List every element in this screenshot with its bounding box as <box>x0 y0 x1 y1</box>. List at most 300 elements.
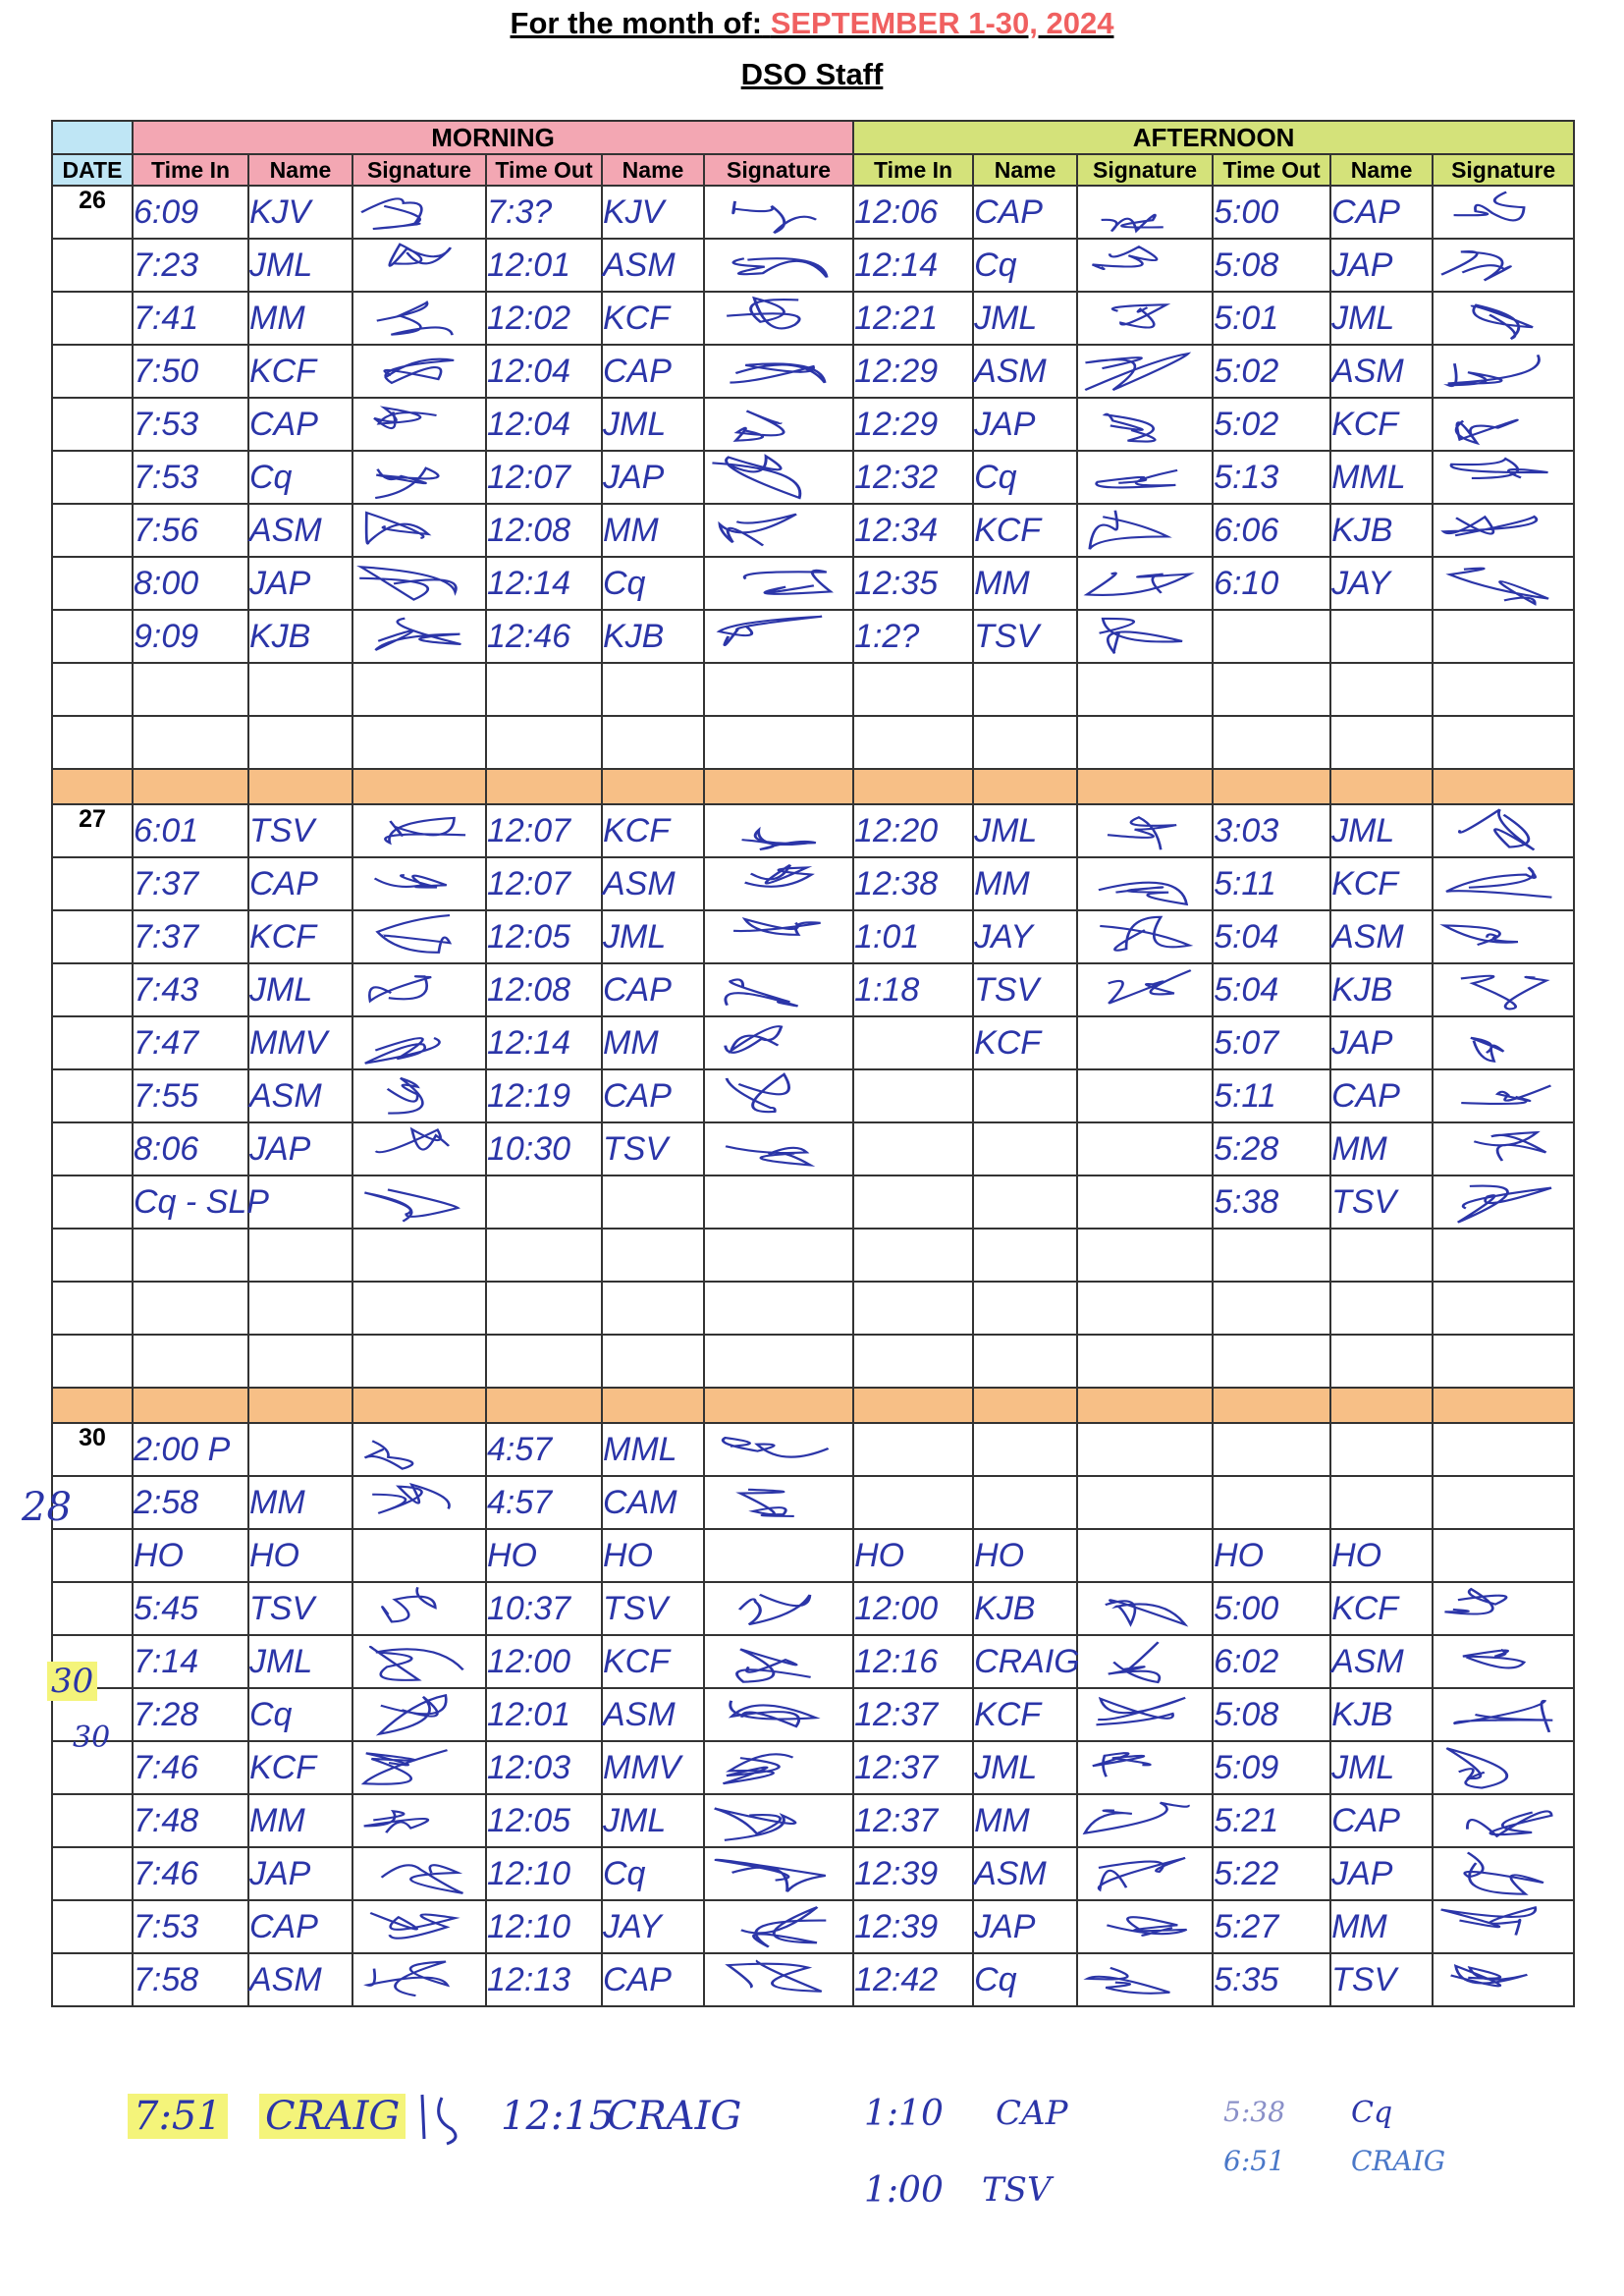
name-cell: JAY <box>1330 557 1433 610</box>
signature-scribble <box>1078 966 1198 1013</box>
signature-cell <box>352 1635 486 1688</box>
time-cell: 7:55 <box>133 1069 248 1122</box>
name-cell: KCF <box>1330 857 1433 910</box>
extra-morning-out-name: CRAIG <box>607 2094 742 2139</box>
name-cell <box>602 1229 704 1282</box>
signature-cell <box>704 1423 853 1476</box>
date-cell <box>52 292 133 345</box>
signature-cell <box>704 1335 853 1388</box>
signature-cell <box>1077 910 1213 963</box>
name-cell: KCF <box>973 1016 1077 1069</box>
name-cell: Cq <box>973 1953 1077 2006</box>
time-cell <box>1213 1229 1330 1282</box>
signature-scribble <box>705 1903 838 1950</box>
date-cell <box>52 1069 133 1122</box>
signature-cell <box>352 292 486 345</box>
time-cell <box>486 663 602 716</box>
signature-cell <box>352 1069 486 1122</box>
table-row <box>52 1016 1574 1069</box>
name-cell: JML <box>602 1794 704 1847</box>
time-cell: 5:08 <box>1213 239 1330 292</box>
signature-scribble <box>1434 1585 1559 1632</box>
name-cell <box>1330 1423 1433 1476</box>
col-header-morning-in-signature: Signature <box>352 154 486 186</box>
signature-cell <box>1077 1953 1213 2006</box>
table-row <box>52 1229 1574 1282</box>
signature-cell <box>1077 504 1213 557</box>
name-cell: JAP <box>248 1847 352 1900</box>
signature-scribble <box>705 1797 838 1844</box>
signature-scribble <box>705 1072 838 1120</box>
signature-scribble <box>1434 807 1559 854</box>
time-cell: 12:02 <box>486 292 602 345</box>
signature-scribble <box>353 1479 472 1526</box>
time-cell: 6:01 <box>133 804 248 857</box>
signature-cell <box>704 292 853 345</box>
signature-cell <box>704 804 853 857</box>
name-cell: JML <box>248 963 352 1016</box>
table-row <box>52 1635 1574 1688</box>
name-cell <box>1330 663 1433 716</box>
signature-cell <box>352 1847 486 1900</box>
time-cell: 10:37 <box>486 1582 602 1635</box>
signature-scribble <box>1078 860 1198 907</box>
time-cell: 12:05 <box>486 910 602 963</box>
signature-scribble <box>1434 189 1559 236</box>
date-cell <box>52 857 133 910</box>
signature-cell <box>1433 292 1574 345</box>
signature-scribble <box>1078 1638 1198 1685</box>
signature-cell <box>704 1794 853 1847</box>
signature-cell <box>1077 1069 1213 1122</box>
signature-cell <box>352 663 486 716</box>
time-cell: 6:10 <box>1213 557 1330 610</box>
name-cell: ASM <box>973 1847 1077 1900</box>
separator-cell <box>973 769 1077 804</box>
signature-cell <box>1077 716 1213 769</box>
time-cell: 12:10 <box>486 1847 602 1900</box>
date-cell <box>52 451 133 504</box>
time-cell: 5:22 <box>1213 1847 1330 1900</box>
signature-scribble <box>705 1956 838 2003</box>
time-cell: 7:56 <box>133 504 248 557</box>
time-cell: 7:53 <box>133 1900 248 1953</box>
signature-scribble <box>353 1797 472 1844</box>
signature-scribble <box>1078 1744 1198 1791</box>
name-cell: Cq <box>248 451 352 504</box>
separator-cell <box>602 1388 704 1423</box>
name-cell: CAP <box>602 1069 704 1122</box>
signature-cell <box>1077 1741 1213 1794</box>
table-row <box>52 910 1574 963</box>
time-cell: 5:01 <box>1213 292 1330 345</box>
signature-cell <box>1077 1847 1213 1900</box>
name-cell: JML <box>1330 804 1433 857</box>
separator-cell <box>52 769 133 804</box>
extra-morning-in: 7:51 <box>128 2094 228 2139</box>
signature-scribble <box>1078 807 1198 854</box>
signature-scribble <box>1078 295 1198 342</box>
time-cell: 8:06 <box>133 1122 248 1175</box>
signature-cell <box>704 663 853 716</box>
name-cell: CAP <box>248 1900 352 1953</box>
date-cell <box>52 1335 133 1388</box>
signature-cell <box>1433 1476 1574 1529</box>
signature-scribble <box>1078 1691 1198 1738</box>
signature-cell <box>1077 1122 1213 1175</box>
name-cell: KCF <box>248 1741 352 1794</box>
name-cell: CRAIG <box>973 1635 1077 1688</box>
name-cell: KCF <box>1330 398 1433 451</box>
signature-scribble <box>1434 454 1559 501</box>
signature-cell <box>352 610 486 663</box>
signature-scribble <box>1434 1019 1559 1066</box>
name-cell <box>973 1476 1077 1529</box>
time-cell <box>853 663 973 716</box>
name-cell: JAP <box>973 1900 1077 1953</box>
name-cell: ASM <box>602 239 704 292</box>
table-row <box>52 1688 1574 1741</box>
time-cell: 12:37 <box>853 1794 973 1847</box>
time-cell: HO <box>853 1529 973 1582</box>
name-cell <box>973 1282 1077 1335</box>
signature-scribble <box>1434 401 1559 448</box>
name-cell: KJV <box>248 186 352 239</box>
time-cell: Cq - SLP <box>133 1175 248 1229</box>
name-cell: MM <box>602 1016 704 1069</box>
separator-cell <box>973 1388 1077 1423</box>
table-row <box>52 663 1574 716</box>
signature-scribble <box>353 1072 472 1120</box>
signature-cell <box>1077 1529 1213 1582</box>
time-cell: 5:11 <box>1213 1069 1330 1122</box>
time-cell <box>853 1016 973 1069</box>
time-cell: 5:07 <box>1213 1016 1330 1069</box>
time-cell <box>853 1476 973 1529</box>
signature-cell <box>1077 663 1213 716</box>
name-cell: CAP <box>1330 1794 1433 1847</box>
name-cell <box>602 1282 704 1335</box>
name-cell: KJV <box>602 186 704 239</box>
name-cell: JAP <box>602 451 704 504</box>
separator-cell <box>1213 1388 1330 1423</box>
date-cell <box>52 1582 133 1635</box>
extra-afternoon-in: 1:10 <box>864 2094 944 2134</box>
date-cell: 27 <box>52 804 133 857</box>
name-cell: KCF <box>248 345 352 398</box>
name-cell: MM <box>248 292 352 345</box>
name-cell: JML <box>248 239 352 292</box>
time-cell: 5:28 <box>1213 1122 1330 1175</box>
name-cell <box>248 716 352 769</box>
name-cell: MML <box>602 1423 704 1476</box>
signature-scribble <box>1434 1744 1559 1791</box>
signature-cell <box>704 1741 853 1794</box>
separator-cell <box>704 1388 853 1423</box>
time-cell: 5:04 <box>1213 963 1330 1016</box>
table-row <box>52 1122 1574 1175</box>
name-cell: ASM <box>248 1953 352 2006</box>
table-row <box>52 857 1574 910</box>
col-header-afternoon-time-in: Time In <box>853 154 973 186</box>
signature-cell <box>352 1016 486 1069</box>
signature-scribble <box>705 242 838 289</box>
signature-cell <box>352 1741 486 1794</box>
date-cell <box>52 716 133 769</box>
signature-cell <box>1077 1229 1213 1282</box>
separator-cell <box>602 769 704 804</box>
time-cell <box>1213 716 1330 769</box>
extra-afternoon-in-2: 1:00 <box>864 2170 944 2211</box>
name-cell: KCF <box>602 804 704 857</box>
name-cell: TSV <box>1330 1175 1433 1229</box>
time-cell: 1:01 <box>853 910 973 963</box>
signature-cell <box>352 1175 486 1229</box>
extra-morning-signature <box>412 2090 471 2149</box>
signature-scribble <box>1078 401 1198 448</box>
signature-cell <box>1433 804 1574 857</box>
signature-scribble <box>1434 1178 1559 1226</box>
separator-cell <box>52 1388 133 1423</box>
signature-cell <box>704 1175 853 1229</box>
signature-cell <box>1433 1069 1574 1122</box>
signature-cell <box>352 910 486 963</box>
col-header-afternoon-out-name: Name <box>1330 154 1433 186</box>
signature-cell <box>1433 398 1574 451</box>
time-cell: 5:13 <box>1213 451 1330 504</box>
time-cell <box>853 1282 973 1335</box>
table-row <box>52 1476 1574 1529</box>
name-cell: JAP <box>248 1122 352 1175</box>
separator-cell <box>853 1388 973 1423</box>
time-cell: 1:2? <box>853 610 973 663</box>
name-cell: CAP <box>1330 186 1433 239</box>
signature-cell <box>352 1282 486 1335</box>
separator-cell <box>133 1388 248 1423</box>
signature-cell <box>1433 910 1574 963</box>
signature-scribble <box>705 1850 838 1897</box>
time-cell: 7:58 <box>133 1953 248 2006</box>
separator-cell <box>1077 1388 1213 1423</box>
signature-scribble <box>705 1125 838 1173</box>
time-cell: 1:18 <box>853 963 973 1016</box>
time-cell: 12:29 <box>853 345 973 398</box>
time-cell: 9:09 <box>133 610 248 663</box>
col-header-date: DATE <box>52 154 133 186</box>
col-header-afternoon-time-out: Time Out <box>1213 154 1330 186</box>
time-cell: 5:09 <box>1213 1741 1330 1794</box>
signature-cell <box>1433 1794 1574 1847</box>
col-header-afternoon-out-signature: Signature <box>1433 154 1574 186</box>
table-row <box>52 1847 1574 1900</box>
table-row <box>52 1423 1574 1476</box>
signature-cell <box>1433 239 1574 292</box>
name-cell <box>973 1423 1077 1476</box>
signature-cell <box>1077 451 1213 504</box>
table-row <box>52 186 1574 239</box>
signature-cell <box>1077 963 1213 1016</box>
table-row <box>52 557 1574 610</box>
name-cell <box>248 1335 352 1388</box>
signature-scribble <box>353 807 472 854</box>
col-header-morning-in-name: Name <box>248 154 352 186</box>
time-cell <box>1213 1476 1330 1529</box>
signature-scribble <box>705 1426 838 1473</box>
extra-afternoon-out: 5:38 <box>1223 2096 1285 2128</box>
signature-scribble <box>1434 1850 1559 1897</box>
col-header-afternoon-in-signature: Signature <box>1077 154 1213 186</box>
signature-cell <box>704 504 853 557</box>
signature-cell <box>704 398 853 451</box>
time-cell: 12:05 <box>486 1794 602 1847</box>
time-cell: 12:04 <box>486 398 602 451</box>
name-cell: HO <box>1330 1529 1433 1582</box>
name-cell: ASM <box>973 345 1077 398</box>
name-cell: JAP <box>1330 1016 1433 1069</box>
name-cell <box>1330 716 1433 769</box>
signature-cell <box>352 398 486 451</box>
table-row <box>52 239 1574 292</box>
time-cell: 12:20 <box>853 804 973 857</box>
signature-cell <box>704 1847 853 1900</box>
name-cell: JML <box>973 1741 1077 1794</box>
time-cell: 7:47 <box>133 1016 248 1069</box>
time-cell: 12:37 <box>853 1741 973 1794</box>
col-header-morning-out-name: Name <box>602 154 704 186</box>
signature-scribble <box>353 401 472 448</box>
signature-scribble <box>705 1585 838 1632</box>
name-cell: KCF <box>602 1635 704 1688</box>
signature-cell <box>352 557 486 610</box>
date-cell <box>52 239 133 292</box>
time-cell <box>853 1229 973 1282</box>
signature-cell <box>352 239 486 292</box>
name-cell: KJB <box>1330 1688 1433 1741</box>
date-cell <box>52 963 133 1016</box>
col-header-morning-out-signature: Signature <box>704 154 853 186</box>
signature-scribble <box>705 913 838 960</box>
name-cell: KCF <box>248 910 352 963</box>
signature-cell <box>1433 1741 1574 1794</box>
signature-cell <box>704 716 853 769</box>
time-cell: 5:35 <box>1213 1953 1330 2006</box>
name-cell: KCF <box>602 292 704 345</box>
time-cell: 5:00 <box>1213 186 1330 239</box>
time-cell <box>486 1282 602 1335</box>
signature-cell <box>1433 1900 1574 1953</box>
extra-afternoon-name-2: TSV <box>982 2170 1052 2210</box>
date-cell <box>52 1953 133 2006</box>
name-cell <box>973 1122 1077 1175</box>
time-cell: 7:43 <box>133 963 248 1016</box>
name-cell: JAP <box>973 398 1077 451</box>
signature-cell <box>352 1335 486 1388</box>
time-cell <box>486 716 602 769</box>
date-cell <box>52 1016 133 1069</box>
name-cell: MM <box>973 1794 1077 1847</box>
signature-scribble <box>1434 1956 1559 2003</box>
name-cell: JML <box>973 804 1077 857</box>
signature-cell <box>352 857 486 910</box>
time-cell: 12:08 <box>486 963 602 1016</box>
time-cell: 7:48 <box>133 1794 248 1847</box>
separator-cell <box>1433 1388 1574 1423</box>
signature-cell <box>704 345 853 398</box>
table-row <box>52 1282 1574 1335</box>
signature-scribble <box>705 1019 838 1066</box>
name-cell: MMV <box>602 1741 704 1794</box>
time-cell: 12:21 <box>853 292 973 345</box>
time-cell: 12:10 <box>486 1900 602 1953</box>
signature-cell <box>352 1953 486 2006</box>
signature-cell <box>1433 451 1574 504</box>
name-cell: CAP <box>1330 1069 1433 1122</box>
name-cell: ASM <box>248 504 352 557</box>
signature-cell <box>1077 239 1213 292</box>
date-cell <box>52 1900 133 1953</box>
signature-cell <box>1077 1582 1213 1635</box>
time-cell: 12:07 <box>486 857 602 910</box>
table-row <box>52 1335 1574 1388</box>
signature-scribble <box>353 507 472 554</box>
name-cell: ASM <box>1330 345 1433 398</box>
extra-afternoon-out-2: 6:51 <box>1223 2145 1285 2177</box>
name-cell <box>973 1335 1077 1388</box>
signature-scribble <box>1434 1638 1559 1685</box>
name-cell: TSV <box>248 1582 352 1635</box>
signature-cell <box>1433 504 1574 557</box>
time-cell: 12:06 <box>853 186 973 239</box>
signature-cell <box>1077 1282 1213 1335</box>
time-cell: 12:03 <box>486 1741 602 1794</box>
signature-scribble <box>353 1956 472 2003</box>
name-cell: MM <box>973 857 1077 910</box>
table-row <box>52 1794 1574 1847</box>
extra-morning-name: CRAIG <box>259 2094 406 2139</box>
name-cell <box>602 1175 704 1229</box>
name-cell: ASM <box>1330 1635 1433 1688</box>
name-cell: HO <box>973 1529 1077 1582</box>
name-cell: KCF <box>973 504 1077 557</box>
name-cell: MM <box>973 557 1077 610</box>
signature-cell <box>704 1016 853 1069</box>
time-cell <box>1213 610 1330 663</box>
time-cell: 2:00 P <box>133 1423 248 1476</box>
separator-cell <box>352 769 486 804</box>
time-cell: 4:57 <box>486 1423 602 1476</box>
separator-cell <box>1330 769 1433 804</box>
signature-scribble <box>705 507 838 554</box>
signature-scribble <box>353 1744 472 1791</box>
time-cell: 7:28 <box>133 1688 248 1741</box>
group-header-row <box>52 121 1574 154</box>
extra-morning-out: 12:15 <box>501 2094 615 2139</box>
signature-scribble <box>1434 348 1559 395</box>
time-cell <box>133 663 248 716</box>
signature-scribble <box>1078 1585 1198 1632</box>
time-cell <box>853 1175 973 1229</box>
time-cell <box>133 1282 248 1335</box>
time-cell: 7:14 <box>133 1635 248 1688</box>
signature-cell <box>1433 1175 1574 1229</box>
signature-scribble <box>705 348 838 395</box>
signature-scribble <box>1078 242 1198 289</box>
name-cell <box>973 716 1077 769</box>
signature-cell <box>1077 398 1213 451</box>
name-cell: CAP <box>248 857 352 910</box>
time-cell: 6:06 <box>1213 504 1330 557</box>
signature-scribble <box>353 242 472 289</box>
